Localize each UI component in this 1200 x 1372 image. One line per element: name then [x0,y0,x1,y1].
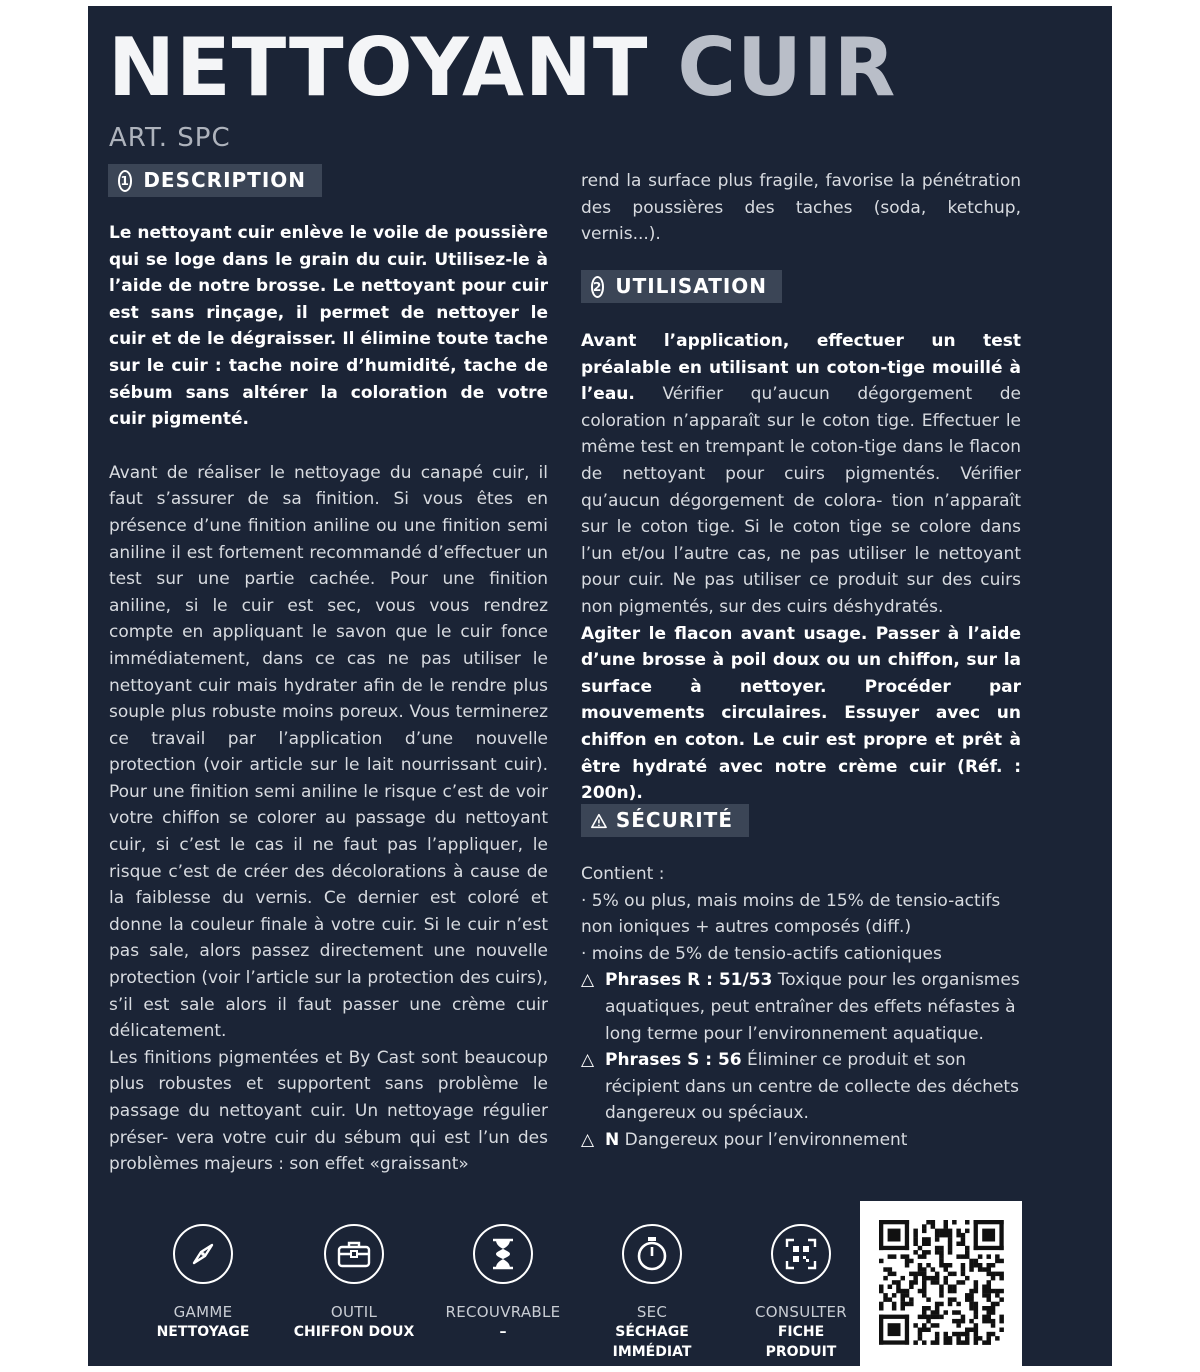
phrase-s-row [581,1047,1021,1127]
phrase-s-label: Phrases S : 56 [605,1050,742,1071]
product-properties [128,1224,868,1360]
phrase-n-row [581,1127,1021,1154]
securite-contient: Contient : [581,864,665,884]
qr-scan-icon [771,1224,831,1284]
property-value: – [499,1324,507,1340]
property-value-2: IMMÉDIAT [612,1344,692,1360]
phrase-s-text: Éliminer ce produit et son récipient dans un centre de collecte des déchets dangereux ou spéciaux. [605,1050,1019,1124]
utilisation-intro: Avant l’application, effectuer un test préalable en utilisant un coton-tige mouillé à l’eau. [581,331,1021,405]
description-continuation [581,168,1021,248]
phrase-r-label: Phrases R : 51/53 [605,970,773,991]
hazard-triangle-icon: △ [581,1050,595,1071]
section-title: DESCRIPTION [143,168,306,192]
title-accent: CUIR [677,21,897,114]
product-sheet [88,6,1112,1366]
description-paragraph: Avant de réaliser le nettoyage du canapé cuir, il faut s’assurer de sa finition. Si vous êtes en présence d’une finition aniline ou une finition semi aniline il est fortement recommandé d’effectuer un test sur une partie cachée. Pour une finition aniline, si le cuir est sec, vous vous rendrez compte en appliquant le savon que le cuir fonce immédiatement, dans ce cas ne pas utiliser le nettoyant cuir mais hydrater afin de le rendre plus souple plus robuste moins poreux. Vous terminerez ce travail par l’application d’une nouvelle protection (voir article sur le lait nourrissant cuir). Pour une finition semi aniline le risque c’est de voir votre chiffon se colorer au passage du nettoyant cuir, si c’est le cas il ne faut pas l’appliquer, le risque c’est de créer des décolorations à cause de la faiblesse du vernis. Ce dernier est coloré et donne la couleur finale à votre cuir. Si le cuir n’est pas sale, alors passez directement une nouvelle protection (voir l’article sur la protection des cuirs), s’il est sale alors il faut passer une crème cuir délicatement. [109,462,548,1042]
hazard-triangle-icon: △ [581,970,595,991]
qr-code-image [860,1201,1022,1366]
section-description-header [108,164,322,197]
description-intro: Le nettoyant cuir enlève le voile de poussière qui se loge dans le grain du cuir. Utilisez-le à l’aide de notre brosse. Le nettoyant pour cuir est sans rinçage, il permet de nettoyer le cuir et de le dégraisser. Il élimine toute tache sur le cuir : tache noire d’humidité, tache de sébum sans altérer la coloration de votre cuir pigmenté. [109,223,548,430]
property-value: NETTOYAGE [156,1324,250,1340]
property-recouvrable [428,1224,578,1342]
securite-text [581,861,1021,1154]
title-main: NETTOYANT [108,21,649,114]
section-number-badge: 1 [118,170,132,192]
phrase-n-text: Dangereux pour l’environnement [619,1129,908,1150]
description-paragraph: rend la surface plus fragile, favorise la pénétration des poussières des taches (soda, ketchup, vernis...). [581,171,1021,245]
stopwatch-icon [622,1224,682,1284]
property-value: SÉCHAGE [615,1324,689,1340]
property-label: GAMME [173,1303,233,1321]
section-number-badge: 2 [591,276,604,298]
phrase-r-row [581,967,1021,1047]
property-value: FICHE [777,1324,825,1340]
qr-code[interactable] [860,1201,1022,1366]
section-securite-header [581,804,749,837]
hazard-triangle-icon: △ [581,1129,595,1150]
property-consulter [726,1224,876,1362]
section-title: UTILISATION [615,274,768,298]
securite-item: · 5% ou plus, mais moins de 15% de tensio-actifs non ioniques + autres composés (diff.) [581,890,1001,938]
article-code: ART. SPC [109,123,231,153]
phrase-r-text: Toxique pour les organismes aquatiques, peut entraîner des effets néfastes à long terme pour l’environnement aquatique. [605,970,1020,1044]
property-label: OUTIL [330,1303,378,1321]
phrase-n-label: N [605,1129,620,1150]
property-label: SEC [636,1303,668,1321]
description-text [109,220,548,1178]
compass-icon [173,1224,233,1284]
securite-item: · moins de 5% de tensio-actifs cationiques [581,943,942,964]
hourglass-icon [473,1224,533,1284]
utilisation-body: Vérifier qu’aucun dégorgement de coloration n’apparaît sur le coton tige. Effectuer le même test en trempant le coton-tige dans le flacon de nettoyant pour cuirs pigmentés. Vérifier qu’aucun dégorgement de colora- tion n’apparaît sur le coton tige. Si le coton tige se colore dans l’un et/ou l’autre cas, ne pas utiliser le nettoyant pour cuir. Ne pas utiliser ce produit sur des cuirs non pigmentés, sur des cuirs déshydratés. [581,384,1021,617]
section-title: SÉCURITÉ [615,808,733,832]
property-gamme [128,1224,278,1342]
warning-triangle-icon [591,812,607,830]
property-value-2: PRODUIT [765,1344,837,1360]
description-paragraph: Les finitions pigmentées et By Cast sont beaucoup plus robustes et supportent sans problème le passage du nettoyant cuir. Un nettoyage régulier préser- vera votre cuir du sébum qui est l’un des problèmes majeurs : son effet «graissant» [109,1047,548,1175]
utilisation-outro: Agiter le flacon avant usage. Passer à l’aide d’une brosse à poil doux ou un chiffon, sur la surface à nettoyer. Procéder par mouvements circulaires. Essuyer avec un chiffon en coton. Le cuir est propre et prêt à être hydraté avec notre crème cuir (Réf. : 200n). [581,623,1021,804]
property-label: CONSULTER [754,1303,848,1321]
case-icon [324,1224,384,1284]
property-sec [577,1224,727,1362]
property-outil [279,1224,429,1342]
page-title [108,21,897,114]
property-value: CHIFFON DOUX [293,1324,415,1340]
property-label: RECOUVRABLE [445,1303,561,1321]
utilisation-text [581,328,1021,807]
section-utilisation-header [581,270,782,303]
